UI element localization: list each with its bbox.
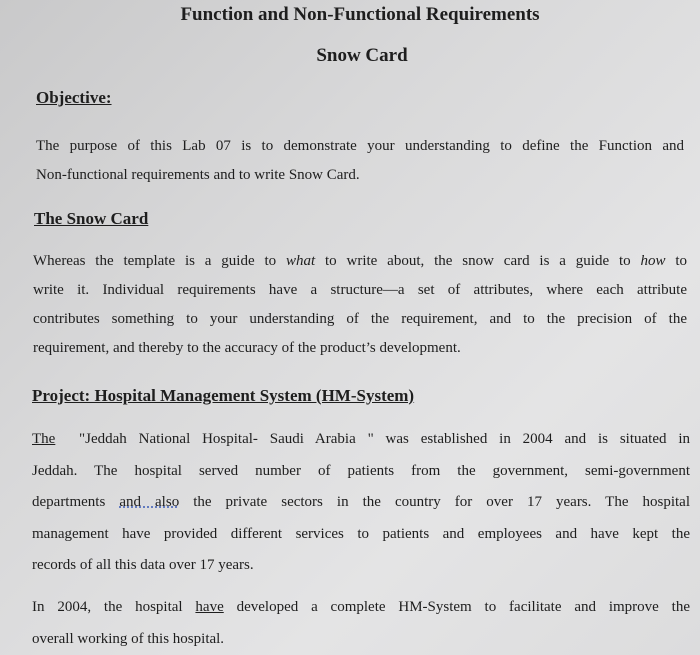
- text-run: In 2004, the hospital: [32, 599, 196, 615]
- objective-heading: Objective:: [36, 88, 112, 107]
- snow-card-line: requirement, and thereby to the accuracy of the product’s development.: [33, 340, 461, 356]
- snow-card-line: [33, 247, 687, 276]
- snow-card-heading: The Snow Card: [34, 209, 149, 228]
- grammar-flag-and-also: and also: [119, 494, 180, 510]
- snow-card-line: contributes something to your understanding of the requirement, and to the precision of the: [33, 311, 687, 327]
- underlined-have: have: [195, 599, 224, 615]
- project-line: [32, 424, 690, 456]
- project-heading: Project: Hospital Management System (HM-System): [32, 386, 415, 405]
- underlined-the: The: [32, 431, 56, 447]
- project-line: management have provided different services to patients and employees and have kept the: [32, 525, 690, 542]
- objective-line: The purpose of this Lab 07 is to demonstrate your understanding to define the Function and: [36, 138, 684, 154]
- text-run: "Jeddah National Hospital- Saudi Arabia " was established in 2004 and is situated in: [55, 431, 690, 447]
- objective-paragraph: [36, 132, 684, 190]
- history-line: overall working of this hospital.: [32, 630, 225, 647]
- text-run: departments: [32, 494, 120, 510]
- objective-line: Non-functional requirements and to write Snow Card.: [36, 167, 360, 183]
- snow-card-line: write it. Individual requirements have a structure—a set of attributes, where each attribute: [33, 282, 687, 298]
- emphasis-how: how: [640, 253, 666, 269]
- project-line: Jeddah. The hospital served number of patients from the government, semi-government: [32, 462, 690, 479]
- history-paragraph: [32, 592, 690, 655]
- project-line: records of all this data over 17 years.: [32, 557, 254, 573]
- document-title: Function and Non-Functional Requirements: [180, 4, 540, 25]
- document-subtitle: Snow Card: [316, 45, 408, 66]
- emphasis-what: what: [285, 253, 316, 269]
- snow-card-paragraph: [33, 247, 687, 363]
- history-line: [32, 592, 690, 624]
- text-run: to write about, the snow card is a guide to: [315, 253, 641, 269]
- project-line: [32, 487, 690, 519]
- project-paragraph: [32, 424, 690, 582]
- text-run: Whereas the template is a guide to: [33, 253, 286, 269]
- text-run: the private sectors in the country for over 17 years. The hospital: [179, 494, 690, 510]
- text-run: developed a complete HM-System to facilitate and improve the: [223, 599, 690, 615]
- text-run: to: [665, 253, 687, 269]
